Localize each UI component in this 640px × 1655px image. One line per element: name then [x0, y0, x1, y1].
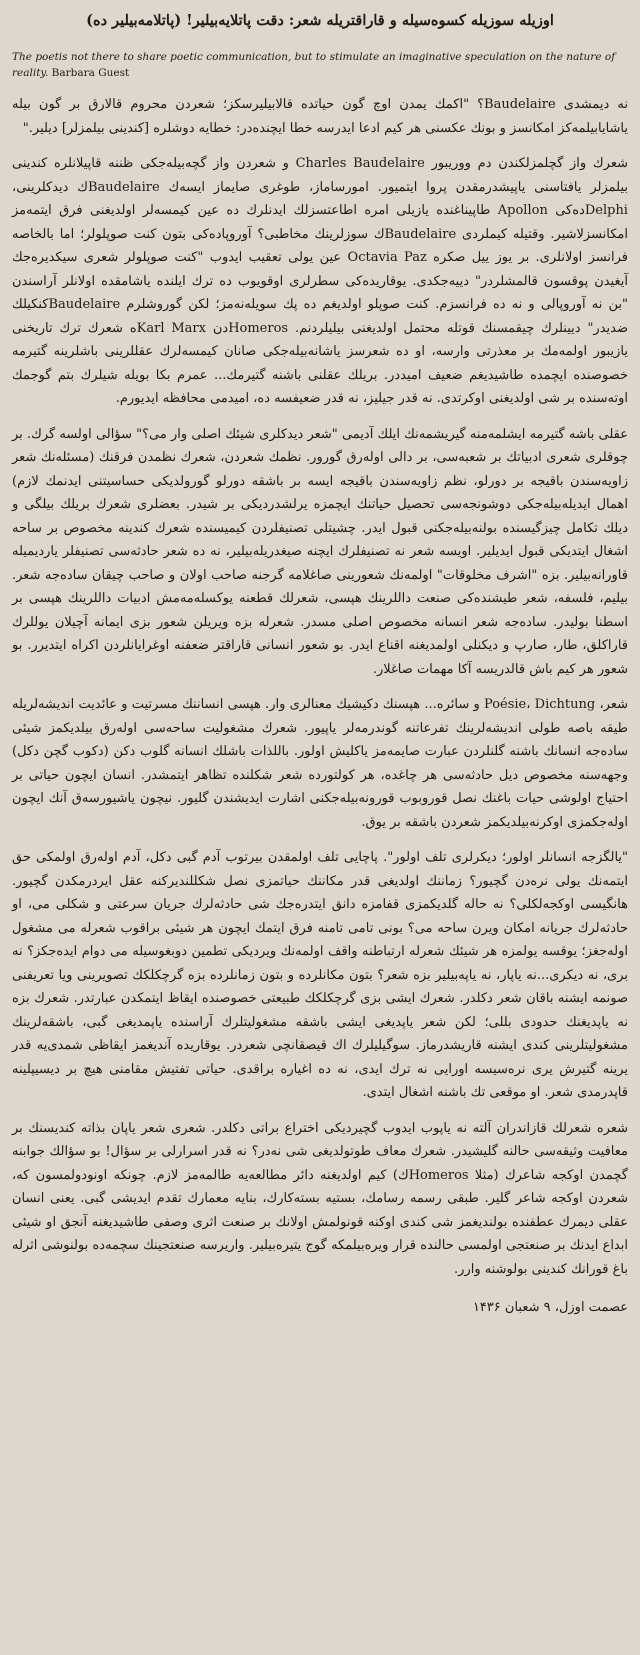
document	[12, 10, 628, 1319]
paragraph-3: عقلی باشه گتیرمه ایشلمه‌منه گیریشمه‌نك ایلك آدیمی "شعر دیدکلری شیئك اصلی وار می؟" سؤالی اولسه گرك. بر چوقلری شعری ادبیاتك بر شعبه‌سی، بر دالی اوله‌رق گورور. نظمك شعردن، شعرك نظمدن فرقنك (مسئله‌نك شعر زاویه‌سندن باقیجه بر دورلو، نظم زاویه‌سندن باقیجه ایسه بر باشقه دورلو گورولدیکی حساسیتنی ایدنمك لازم) اهمال ایدیله‌بیله‌جکی دوشونجه‌سی تحصیل حیاتنك ایچمزه یرلشدردیکی بر شیدر. بعضلری شعرك بریلك بیلگی و دیلك تکامل چیزگیسنده بولنه‌بیله‌جکنی قبول ایدر. چشیتلی تصنیفلردن کیمیسنده شعرك کندینه مخصوص بر ساحه اشغال ایتدیکی قبول ایدیلیر. اویسه شعر نه تصنیفلرك ایچنه صیغدریله‌بیلیر، نه ده شعر حادثه‌سی تصنیفلر یاردیمیله قاورانه‌بیلیر. بزه "اشرف مخلوقات" اولمه‌نك شعورینی صاغلامه گرجنه صاحب اولان و صاحب چیقان ساده‌جه شعر. بیلیم، فلسفه، شعر طیشنده‌کی صنعت داللرینك هپسی، شعرلك قطعنه یوکسله‌مه‌مش ادبیات داللرینك هپسی بر اسطنا بولیدر. ساده‌جه شعر انسانه مخصوص اصلی مسدر. شعرله بزه ویریلن شعور بزی ایمانه آچیلان یوللرك قاراکلق، طار، صارپ و دیکنلی اولمدیغنه اقناع ایدر. بو شعور انسانی قاراقتر ضعفنه اوغرایانلردن اکراه ایتدیرر. بو شعور هر کیم باش قالدریسه آکا مهمات صاغلار.	[12, 426, 628, 677]
paragraph-4: شعر، Poésie، Dichtung و سائره... هپسنك دکیشیك معنالری وار. هپسی انساننك مسرتیت و عائدیت اندیشه‌لریله طیقه باصه طولی اندیشه‌لرینك تفرعاتنه گوندرمه‌لر یاپیور. شعرك مشغولیت ساحه‌سی اوله‌رق بیلدیکمز شیئی ساده‌جه انسانك باشنه گلنلردن عبارت صایمه‌مز یاکلیش اولور. باللذات باشلك انسانه گلوب دکن (دکوب گچن دکل) وجهه‌سنه مخصوص دیل حادثه‌سی هر چاغده، هر کولتورده شعر شکلنده تظاهر ایتمشدر. انسان ایچون حیاتی بر احتیاج اولوشی حیات باغنك نصل قوروبوب قورونه‌بیله‌جکنی اشارت ایدیشندن گلیور. نیچون یاشیورسه‌ق آنك ایچون اوله‌جکمزی اوکرنه‌بیلدیکمز شعردن باشقه بر یوق.	[12, 697, 628, 830]
signature: عصمت اوزل، ۹ شعبان ۱۴۳۶	[472, 1300, 628, 1315]
paragraph-6: شعره شعرلك قازاندران آلته نه یاپوب ایدوب گچیردیکی اختراع براتی دکلدر. شعری شعر یاپان بذاته کندیسنك بر معافیت وثیقه‌سی حالنه گلیشیدر. شعرك معاف طوتولدیغی شی نه‌در؟ نه قدر اسرارلی بر سؤال! بو سؤالك جوابنه گچمدن اوکجه شاعرك (مثلا Homeros‌ك) کیم اولدیغنه دائر مطالعه‌یه طالمه‌مز لازم. چونکه اونودولمسون که، شعردن اوکجه شاعر گلیر. طبقی رسمه رسامك، بستیه بسته‌کارك، بنایه معمارك تقدم ایدیشی گبی. یعنی انسان عقلی دیمرك عطفنده بولندیغمز شی کندی اوکنه قونولمش اولانك بر صنعت اثری وصفی طاشیدیغنه آنجق او شیئی ابداع ایدنك بر صنعتجی اولمسی حالنده قرار ویره‌بیلمکه گوج یتیره‌بیلیر. واریرسه صنعتجینك سچمه‌ده بولنوشی اثرله باغ قورانك کندینی بولوشنه وارر.	[12, 1120, 628, 1277]
paragraph-1: نه دیمشدی Baudelaire؟ "اکمك یمدن اوچ گون حیاتده قالابیلیرسکز؛ شعردن محروم قالارق بر گون بیله یاشایابیلمه‌کز امکانسز و بونك عکسنی هر کیم ادعا ایدرسه خطا ایچنده‌در: خطایه دوشلره [کندینی بیلمزلر] دیلیر."	[12, 97, 628, 136]
epigraph-quote: The poetis not there to share poetic communication, but to stimulate an imaginative speculation on the nature of reality.	[12, 51, 616, 79]
epigraph-author: Barbara Guest	[51, 67, 130, 79]
paragraph-5: "یالگزجه انسانلر اولور؛ دیکرلری تلف اولور". پاچایی تلف اولمقدن بیرتوب آدم گبی دکل، آدم اوله‌رق اولمکی حق ایتمه‌نك یولی نره‌دن گچیور؟ زماننك اولدیغی قدر مکاننك حیاتمزی نصل شکللندیرکنه عقل ایردرمکدن گچیور. هانگیسی اوکجه‌لکلی؟ نه حاله گلدیکمزی قفامزه دانق ایتدره‌جك شی حادثه‌لرك جریان سرعتی و شکلی می، او حادثه‌لرك جریانه امکان ویرن ساحه می؟ بونی تامی تامنه فرق ایتمك ایچون هر شیئی براقوب شعرله می مشغول اوله‌جغز؛ یوقسه یولمزه هر شیئك شعرله ارتباطنه واقف اولمه‌نك ویردیکی تطمین دوبغوسیله می دوام ایده‌جکز؟ نه بری، نه دیکری...نه یاپار، نه یاپه‌بیلیر بزه شعر؟ بتون مکانلرده و بتون زمانلرده بزه گرچکلکك تصویرینی ویا تعریفنی صونمه ایشنه باقان شعر دکلدر. شعرك ایشی بزی گرچکلکك طبیعتی خصوصنده ایقاظ ایتمکدن عبارتدر. شعرك بزه نه یاپدیغنك حدودی بللی؛ لکن شعر یاپدیغی ایشی باشقه مشغولیتلرك آراسنده یاپمدیغی گبی، باشقه‌لرینك مشغولیتلرینی کندی ایشنه قاریشدرماز. سوگیلیلرك اك قیصقانچی شعردر. یوقاریده آندیغمز ایقاظی شمدی‌یه قدر یرینه گتیرش یری نره‌سیسه اورایی نه ترك ایدی، نه ده اغیاره براقدی. حیاتی تفتیش مقامنی هیچ بر دیسیپلینه قاپدرمدی شعر. او موقعی تك باشنه اشغال ایتدی.	[12, 850, 628, 1100]
paragraph-2: شعرك واز گچلمزلکندن دم ووریبور Charles Baudelaire و شعردن واز گچه‌بیله‌جکی ظننه قاپیلانلره کندینی بیلمزلر یافتاسنی یاپیشدرمقدن پروا ایتمیور. امورساماز، طوغری صایماز ایسه‌ك Baudelaire‌ك دیدکلرینی، Delphiده‌کی Apollon طاپیناغنده یازیلی امره اطاعتسزلك ایدنلرك ده عین کیمسه‌لر اولدیغنی فرق ایتمه‌مز امکانسزلاشیر. وقتیله کیملردی Baudelaire‌ك سوزلرینك مخاطبی؟ آوروپاده‌کی بتون کنت صوپلولر؛ اما بالخاصه فرانسز اولانلری. بر یوز ییل صکره Octavia Paz عین یولی تعقیب ایدوب "کنت صوپلولر شعری سیکدیره‌جك آیغیدن پوقسون قالمشلردر" دییه‌جکدی. یوقاریده‌کی سطرلری اوقویوب ده ترك ایلنده یاشامقده اولانلر آراسندن "بن نه آوروپالی و نه ده فرانسزم. کنت صوپلو اولدیغم ده پك سویله‌نه‌مز؛ لکن گوروشلرم Baudelaire‌کنکیلك ضدیدر" دیینلرك چیقمسنك قوتله محتمل اولدیغنی بیلیلردنم. Homeros‌دن Karl Marx‌ه شعرك ترك تاریخنی یازیبور اولمه‌مك بر معذرتی وارسه، او ده شعرسز یاشانه‌بیله‌جکی صانان کیمسه‌لرك عقللرینی باشلرینه گتیرمه خصوصنده ایچمده طاشیدیغم ضعیف امیددر. بریلك عقلنی باشنه گتیرمك... عمرم بکا بویله شیلرك بتم گوجمك اوته‌سنده بر شی اولدیغنی اوکرتدی. نه قدر جیلیز، نه قدر ضعیفسه ده، امیدمی محافظه ایدیورم.	[12, 156, 629, 406]
document-title: اوزیله سوزیله کسوه‌سیله و قاراقتریله شعر: دقت پاتلایه‌بیلیر! (پاتلامه‌بیلیر ده)	[86, 12, 554, 29]
epigraph	[12, 49, 628, 81]
